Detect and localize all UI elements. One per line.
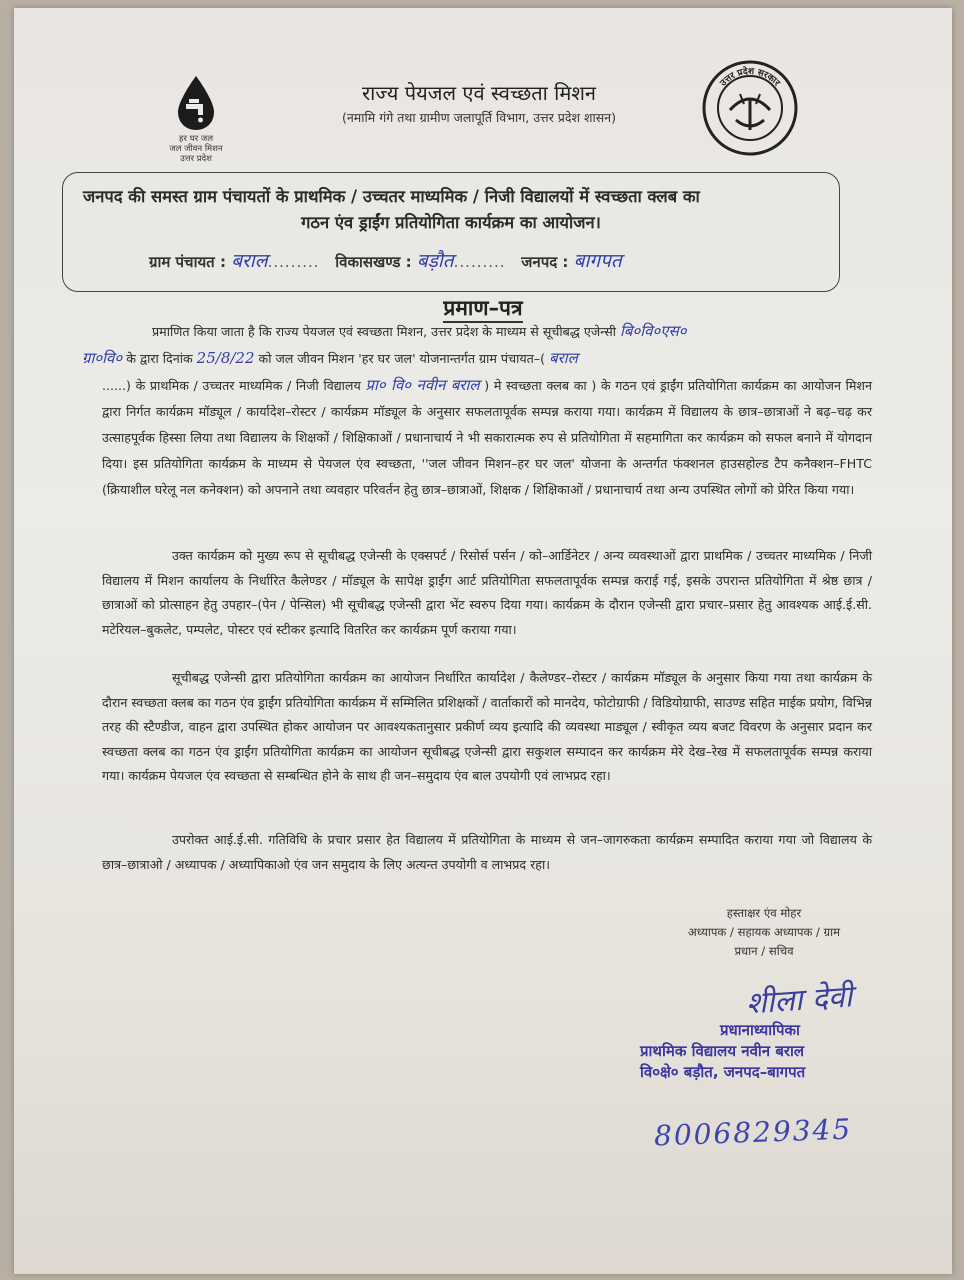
stamp-line-2: प्राथमिक विद्यालय नवीन बराल xyxy=(640,1042,805,1060)
p1-text-6: ) के xyxy=(591,378,611,393)
topic-box xyxy=(62,172,840,292)
date-handwritten: 25/8/22 xyxy=(196,349,255,367)
paragraph-1 xyxy=(82,318,872,503)
tap-water-drop-icon xyxy=(174,74,218,132)
signature-role-2: प्रधान / सचिव xyxy=(734,944,794,958)
agency-handwritten: बि०वि०एस० xyxy=(620,322,687,340)
handwritten-phone-number: 8006829345 xyxy=(653,1112,853,1153)
document-title-text: प्रमाण–पत्र xyxy=(443,296,522,323)
gram-handwritten: बराल xyxy=(549,349,578,367)
block-label: विकासखण्ड : xyxy=(335,253,412,271)
p2-text: उक्त कार्यक्रम को मुख्य रूप से सूचीबद्ध एजेन्सी के एक्सपर्ट / रिसोर्स पर्सन / को–आर्डिनेटर / अन्य व्यवस्थाओं द्वारा प्राथमिक / उच्चतर माध्यमिक / निजी विद्यालय में मिशन कार्यालय के निर्धारित कैलेण्डर / मॉड्यूल के सापेक्ष ड्राईंग आर्ट प्रतियोगिता सफलतापूर्वक सम्पन्न कराई गई, इसके उपरान्त प्रतियोगिता में श्रेष्ठ छात्र / छात्राओं को प्रोत्साहन हेतु उपहार–(पेन / पेन्सिल) भी सूचीबद्ध एजेन्सी द्वारा भेंट स्वरुप दिया गया। कार्यक्रम के दौरान एजेन्सी द्वारा प्रचार–प्रसार हेतु आवश्यक आई.ई.सी. मटेरियल–बुकलेट, पम्पलेट, पोस्टर एवं स्टीकर इत्यादि वितरित कर कार्यक्रम पूर्ण कराया गया। xyxy=(102,548,872,637)
mission-header xyxy=(244,80,714,127)
paragraph-2 xyxy=(102,544,872,642)
p1-text-1: प्रमाणित किया जाता है कि राज्य पेयजल एवं स्वच्छता मिशन, उत्तर प्रदेश के माध्यम से सूचीबद्ध एजेन्सी xyxy=(152,324,616,339)
har-ghar-jal-logo xyxy=(156,74,236,164)
school-handwritten: प्रा० वि० नवीन बराल xyxy=(365,376,480,394)
block-dots: ......... xyxy=(453,253,506,271)
emblem-text: उत्तर प्रदेश सरकार xyxy=(718,66,782,89)
handwritten-signature: शीला देवी xyxy=(745,979,854,1022)
district-label: जनपद : xyxy=(521,253,569,271)
gram-panchayat-value: बराल xyxy=(231,250,268,272)
signature-block xyxy=(654,904,874,961)
certificate-page xyxy=(14,8,952,1274)
p1-text-3: को जल जीवन मिशन 'हर घर जल' योजनान्तर्गत ग्राम पंचायत–( xyxy=(258,351,546,366)
topic-line-2: गठन एंव ड्राईंग प्रतियोगिता कार्यक्रम का आयोजन। xyxy=(301,213,601,232)
signature-label: हस्ताक्षर एंव मोहर xyxy=(726,906,802,920)
block-value: बड़ौत xyxy=(416,250,454,272)
left-logo-caption: हर घर जल जल जीवन मिशन उत्तर प्रदेश xyxy=(169,134,223,164)
p1-text-4: ) मे स्वच्छता क्लब का xyxy=(484,378,587,393)
p4-text: उपरोक्त आई.ई.सी. गतिविधि के प्रचार प्रसार हेत विद्यालय में प्रतियोगिता के माध्यम से जन–जागरुकता कार्यक्रम सम्पादित कराया गया जो विद्यालय के छात्र–छात्राओ / अध्यापक / अध्यापिकाओ एंव जन समुदाय के लिए अत्यन्त उपयोगी व लाभप्रद रहा। xyxy=(102,832,872,872)
up-government-emblem xyxy=(700,58,800,158)
paragraph-3 xyxy=(102,666,872,789)
stamp-line-3: वि०क्षे० बड़ौत, जनपद–बागपत xyxy=(640,1063,806,1081)
mission-subtitle: (नमामि गंगे तथा ग्रामीण जलापूर्ति विभाग, उत्तर प्रदेश शासन) xyxy=(341,110,616,125)
paragraph-4 xyxy=(102,828,872,877)
gram-panchayat-label: ग्राम पंचायत : xyxy=(149,253,226,271)
p1-text-5: ......) के प्राथमिक / उच्चतर माध्यमिक / निजी विद्यालय xyxy=(102,378,361,393)
p3-text: सूचीबद्ध एजेन्सी द्वारा प्रतियोगिता कार्यक्रम का आयोजन निर्धारित कार्यादेश / कैलेण्डर–रोस्टर / कार्यक्रम मॉड्यूल के अनुसार किया गया तथा कार्यक्रम के दौरान स्वच्छता क्लब का गठन एंव ड्राईंग प्रतियोगिता कार्यक्रम में सम्मिलित प्रशिक्षकों / वार्ताकारों को मानदेय, फोटोग्राफी / विडियोग्राफी, साउण्ड सहित माईक प्रयोग, विभिन्न तरह की स्टैण्डीज, वाहन द्वारा उपस्थित होकर आयोजन पर आवश्यकतानुसार प्रकीर्ण व्यय इत्यादि की व्यवस्था माड्यूल / स्वीकृत व्यय बजट विवरण के अनुसार प्रदान कर स्वच्छता क्लब का गठन एंव ड्राईंग प्रतियोगिता कार्यक्रम का आयोजन सूचीबद्ध एजेन्सी द्वारा सकुशल सम्पादन कर कार्यक्रम मेरे देख–रेख में सफलतापूर्वक सम्पन्न कराया गया। कार्यक्रम पेयजल एंव स्वच्छता से सम्बन्धित होने के साथ ही जन–समुदाय एंव बाल उपयोगी एवं लाभप्रद रहा। xyxy=(102,670,872,783)
gram-dots: ......... xyxy=(267,253,320,271)
school-stamp xyxy=(640,1020,900,1083)
uttar-pradesh-emblem-icon xyxy=(700,58,800,158)
p1-text-2: के द्वारा दिनांक xyxy=(126,351,193,366)
p1-text-7: गठन एवं ड्राईंग प्रतियोगिता कार्यक्रम का आयोजन मिशन द्वारा निर्गत कार्यक्रम मॉड्यूल / कार्यादेश–रोस्टर / कार्यक्रम मॉड्यूल के अनुसार सफलतापूर्वक सम्पन्न कराया गया। कार्यक्रम में विद्यालय के छात्र–छात्राओं ने बढ़–चढ़ कर उत्साहपूर्वक हिस्सा लिया तथा विद्यालय के शिक्षकों / शिक्षिकाओं / प्रधानाचार्य ने भी सकारात्मक रुप से प्रतियोगिता में सहमागिता कर कार्यक्रम को सफल बनाने में योगदान दिया। इस प्रतियोगिता कार्यक्रम के माध्यम से पेयजल एंव स्वच्छता, ''जल जीवन मिशन–हर घर जल' योजना के अन्तर्गत फंक्शनल हाउसहोल्ड टैप कनैक्शन–FHTC (क्रियाशील घरेलू नल कनेक्शन) को अपनाने तथा व्यवहार परिवर्तन हेतु छात्र–छात्राओं, शिक्षक / शिक्षिकाओं / प्रधानाचार्य तथा अन्य उपस्थित लोगों को प्रेरित किया गया। xyxy=(102,378,872,497)
topic-line-1: जनपद की समस्त ग्राम पंचायतों के प्राथमिक / उच्चतर माध्यमिक / निजी विद्यालयों में स्वच्छता क्लब का xyxy=(83,187,700,206)
district-value: बागपत xyxy=(573,250,622,272)
location-line xyxy=(149,249,829,274)
signature-role-1: अध्यापक / सहायक अध्यापक / ग्राम xyxy=(687,925,841,939)
agency-handwritten-2: ग्रा०वि० xyxy=(82,349,123,367)
mission-title: राज्य पेयजल एवं स्वच्छता मिशन xyxy=(361,81,597,105)
stamp-line-1: प्रधानाध्यापिका xyxy=(720,1021,800,1039)
